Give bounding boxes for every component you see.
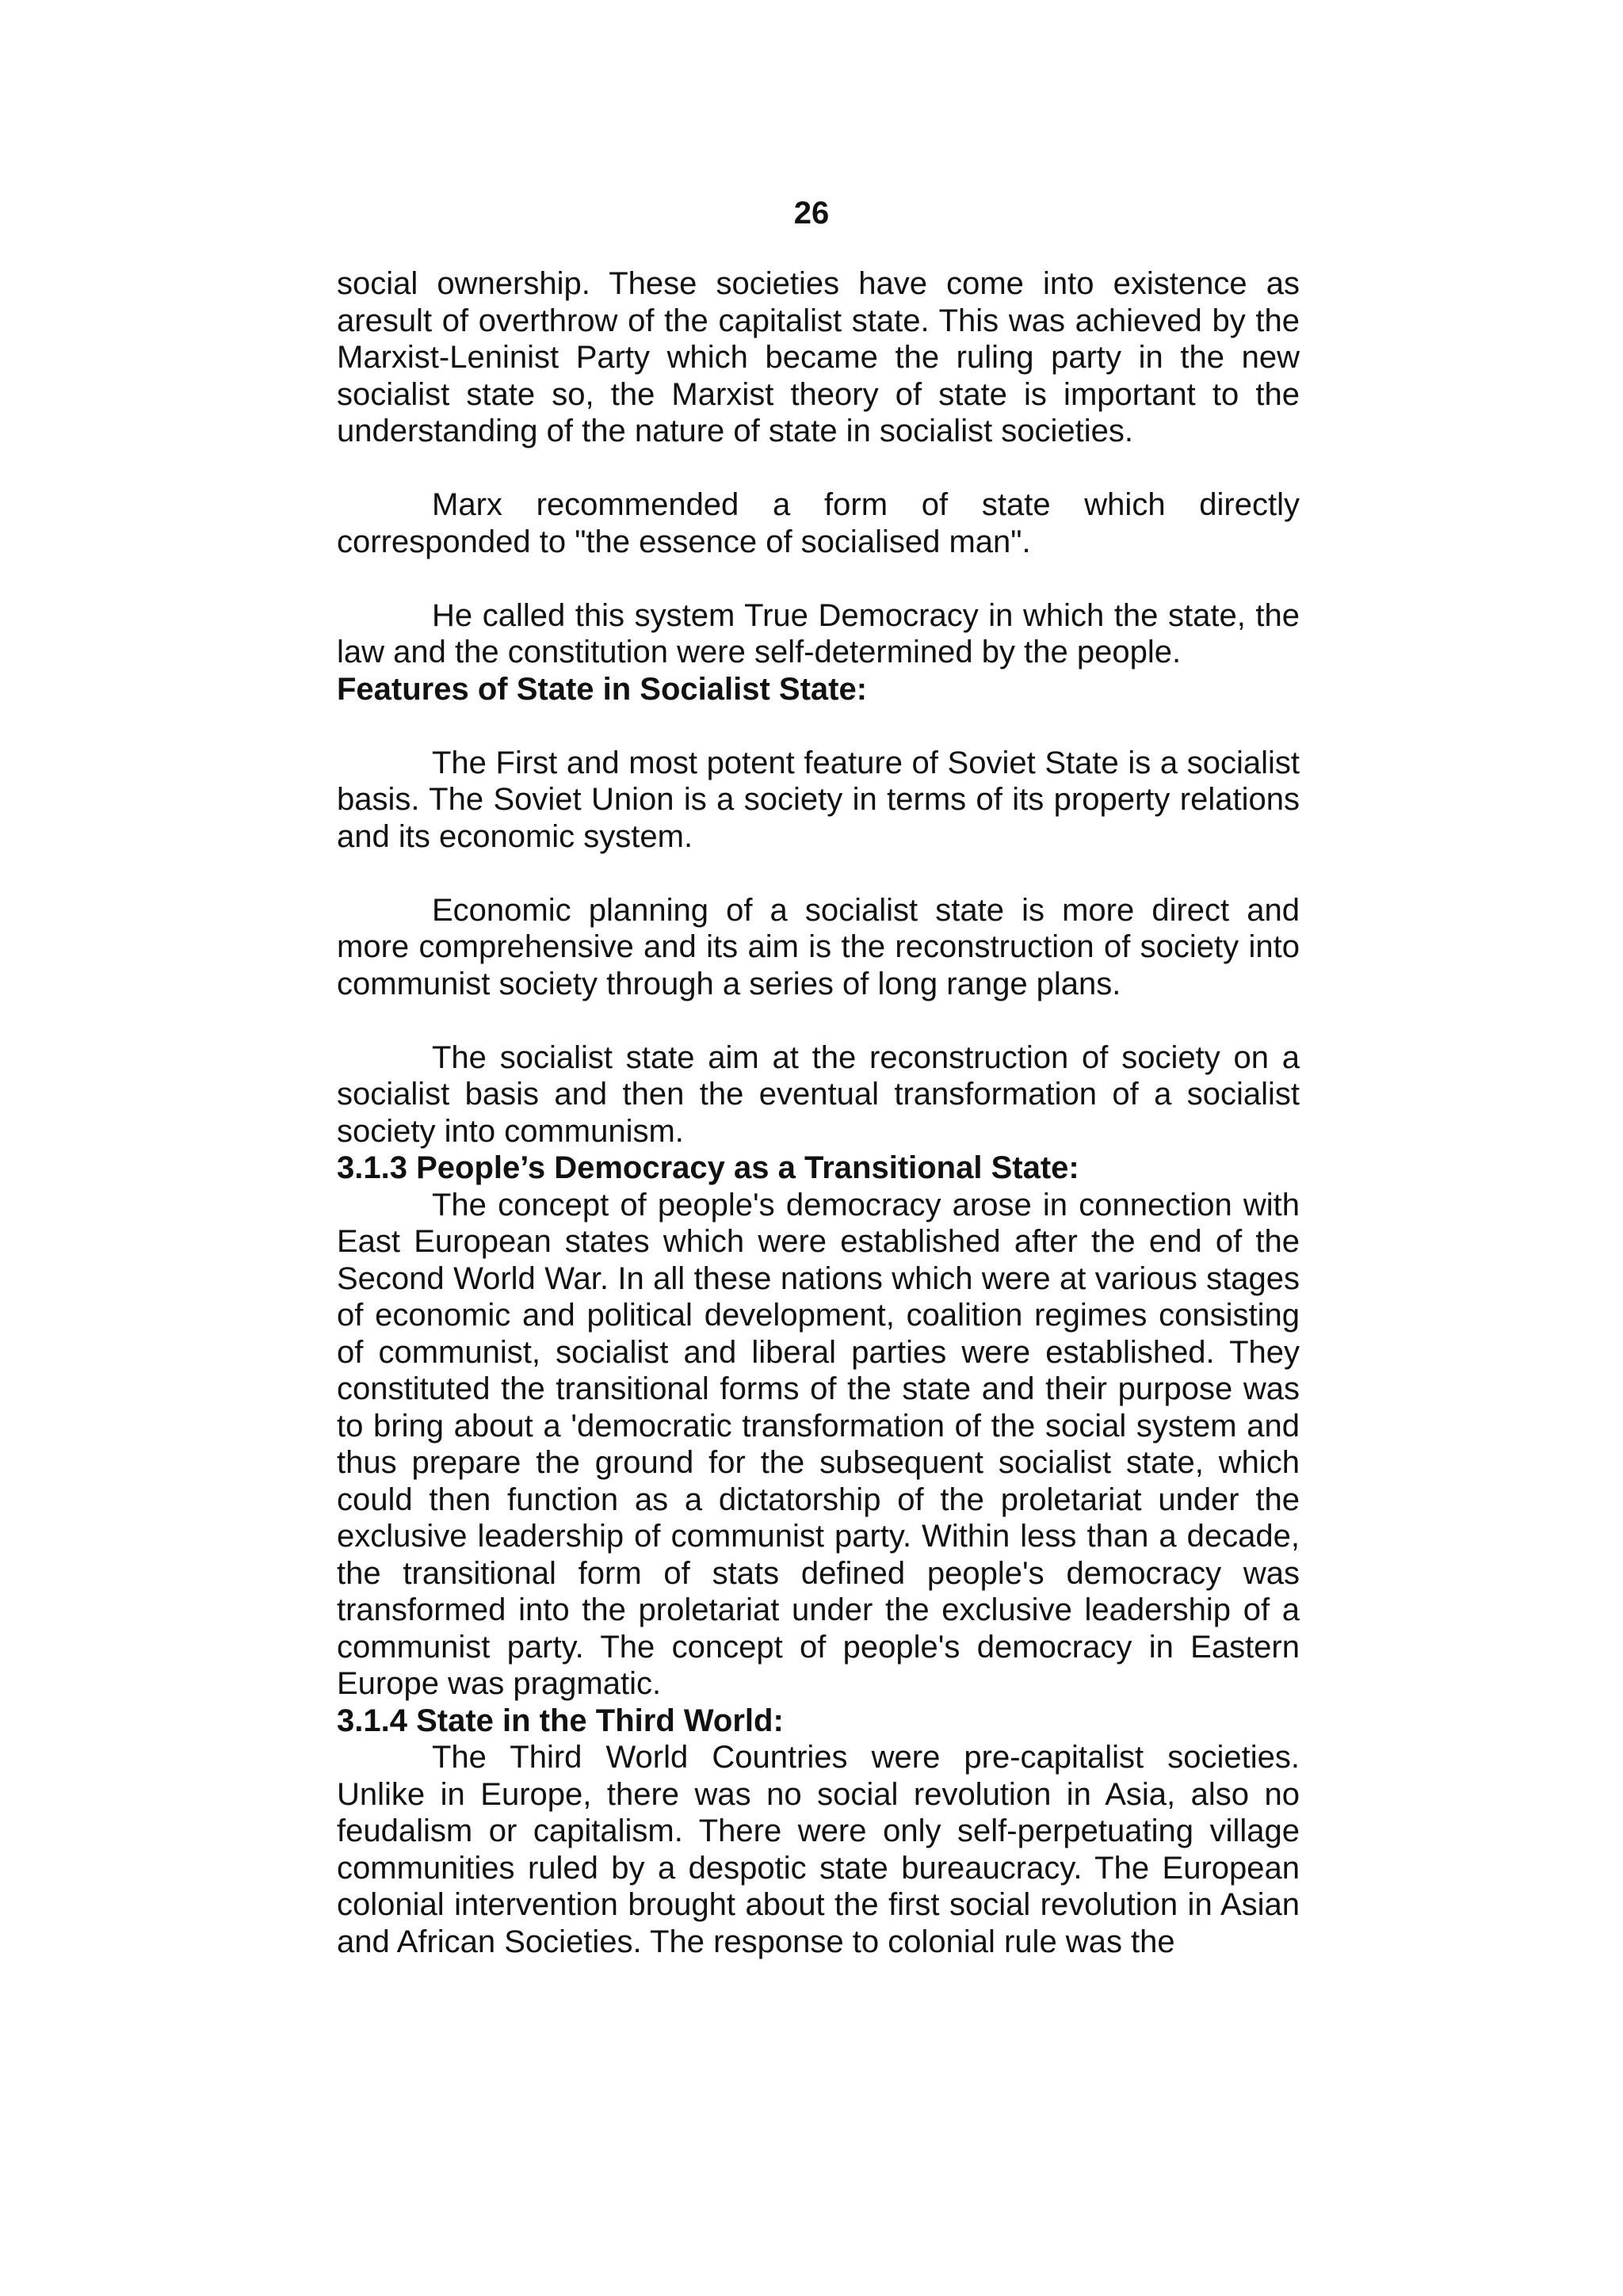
heading-third-world: 3.1.4 State in the Third World: xyxy=(337,1703,784,1738)
page-body xyxy=(337,265,1300,1960)
paragraph-reconstruction: The socialist state aim at the reconstruction of society on a socialist basis and then the eventual transformation of a socialist society into communism. xyxy=(337,1039,1300,1149)
paragraph-true-democracy: He called this system True Democracy in which the state, the law and the constitution were self-determined by the people. xyxy=(337,597,1300,669)
paragraph-peoples-democracy: The concept of people's democracy arose in connection with East European states which were established after the end of the Second World War. In all these nations which were at various stages of economic and political development, coalition regimes consisting of communist, socialist and liberal parties were established. They constituted the transitional forms of the state and their purpose was to bring about a 'democratic transformation of the social system and thus prepare the ground for the subsequent socialist state, which could then function as a dictatorship of the proletariat under the exclusive leadership of communist party. Within less than a decade, the transitional form of stats defined people's democracy was transformed into the proletariat under the exclusive leadership of a communist party. The concept of people's democracy in Eastern Europe was pragmatic. xyxy=(337,1187,1300,1701)
heading-features-socialist-state: Features of State in Socialist State: xyxy=(337,671,868,707)
paragraph-economic-planning: Economic planning of a socialist state is more direct and more comprehensive and its aim is the reconstruction of society into communist society through a series of long range plans. xyxy=(337,892,1300,1001)
page-number: 26 xyxy=(793,196,830,231)
paragraph-soviet-state-feature: The First and most potent feature of Soviet State is a socialist basis. The Soviet Union is a society in terms of its property relations and its economic system. xyxy=(337,745,1300,854)
paragraph-marx-recommended: Marx recommended a form of state which directly corresponded to "the essence of socialised man". xyxy=(337,487,1300,559)
heading-peoples-democracy: 3.1.3 People’s Democracy as a Transitional State: xyxy=(337,1150,1079,1185)
paragraph-social-ownership: social ownership. These societies have come into existence as aresult of overthrow of the capitalist state. This was achieved by the Marxist-Leninist Party which became the ruling party in the new socialist state so, the Marxist theory of state is important to the understanding of the nature of state in socialist societies. xyxy=(337,266,1300,448)
paragraph-third-world: The Third World Countries were pre-capitalist societies. Unlike in Europe, there was no social revolution in Asia, also no feudalism or capitalism. There were only self-perpetuating village communities ruled by a despotic state bureaucracy. The European colonial intervention brought about the first social revolution in Asian and African Societies. The response to colonial rule was the xyxy=(337,1740,1300,1959)
